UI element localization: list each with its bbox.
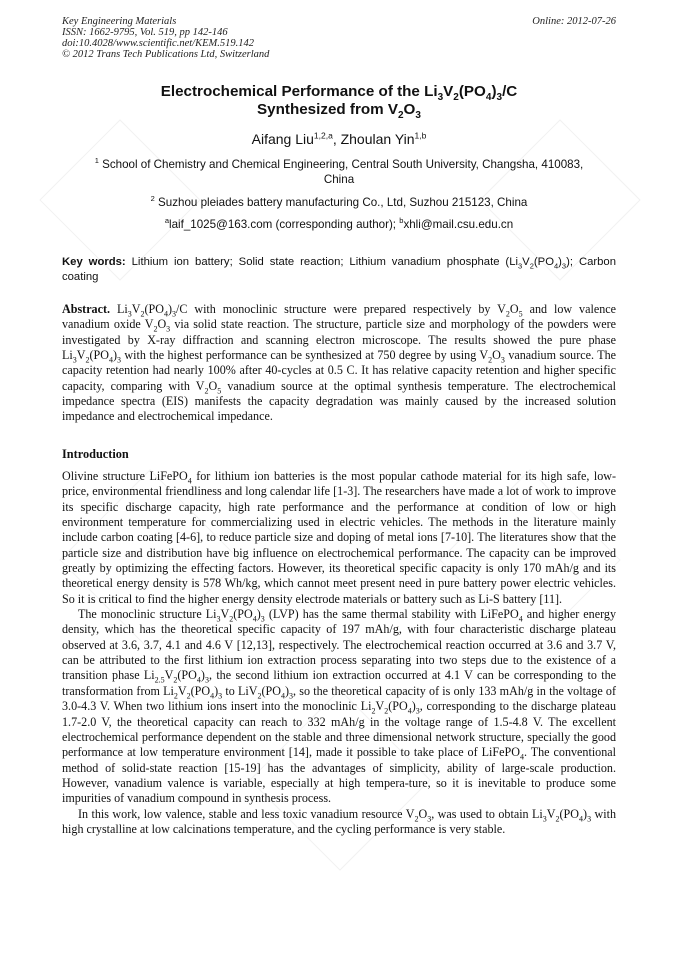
introduction-heading: Introduction	[62, 447, 129, 461]
copyright-line: © 2012 Trans Tech Publications Ltd, Switzerland	[62, 49, 270, 60]
paper-title	[62, 83, 616, 122]
journal-header	[62, 16, 616, 60]
author-emails: $^a$laif_1025@163.com (corresponding author); $^b$xhli@mail.csu.edu.cn	[164, 216, 514, 231]
issn-line: ISSN: 1662-9795, Vol. 519, pp 142-146	[62, 27, 228, 38]
title-line-1: Electrochemical Performance of the $Li_3V_2(PO_4)_3/C$	[160, 83, 518, 104]
journal-name: Key Engineering Materials	[62, 16, 177, 27]
affiliation-2: $^2$ Suzhou pleiades battery manufacturing Co., Ltd, Suzhou 215123, China	[150, 194, 528, 209]
author-1: Aifang Liu	[251, 131, 314, 147]
intro-paragraph-2: The monoclinic structure $Li_3V_2(PO_4)_3$ (LVP) has the same thermal stability with LiFePO$_4$ and higher energy density, which has the theoretical specific capacity of 197 mAh/g, with four characteristic discharge plateau observed at 3.6, 3.7, 4.1 and 4.6 V [12,13], respectively. The electrochemical reaction occurred at 3.6 and 3.7 V, can be attributed to the first lithium ion extraction process separating into two steps due to the existence of a transition phase $Li_{2.5}V_2(PO_4)_3$, the second lithium ion extraction occurred at 4.1 V can be corresponding to the transformation from $Li_2V_2(PO_4)_3$ to $LiV_2(PO_4)_3$, so the theoretical capacity of is only 133 mAh/g in the voltage of 3.0-4.3 V. When two lithium ions insert into the monoclinic $Li_2V_2(PO_4)_3$, corresponding to the discharge plateau 1.7-2.0 V, the theoretical capacity can reach to 332 mAh/g in the voltage range of 1.5-4.8 V. The excellent electrochemical performance dependent on the stable and three dimensional network structure, specially the good performance at low temperature environment [14], made it possible to take place of LiFePO$_4$. The conventional method of solid-state reaction [15-19] has the advantages of simplicity, ability of large-scale production. However, vanadium valence is variable, especially at high tempera-ture, so it is inevitable to produce some impurities of vanadium compound in synthesis process.	[62, 607, 617, 806]
abstract-label: Abstract.	[62, 302, 111, 316]
online-date: Online: 2012-07-26	[532, 16, 616, 27]
doi-line: doi:10.4028/www.scientific.net/KEM.519.142	[62, 38, 254, 49]
abstract: Abstract. $Li_3V_2(PO_4)_3/C$ with monoclinic structure were prepared respectively by $V_2O_5$ and low valence vanadium oxide $V_2O_3$ via solid state reaction. The structure, particle size and morphology of the powders were investigated by X-ray diffraction and scanning electron microscope. The results showed the pure phase $Li_3V_2(PO_4)_3$ with the highest performance can be synthesized at 750 degree by using $V_2O_3$ vanadium source. The capacity retention had nearly 100% after 40-cycles at 0.5 C. It has relative capacity retention and higher specific capacity, comparing with $V_2O_5$ vanadium source at the optimal synthesis temperature. The electrochemical impedance spectra (EIS) manifests the capacity degradation was mainly caused by the increased solution impedance and electrochemical impedance.	[62, 302, 616, 424]
introduction-body	[62, 469, 616, 837]
keywords: Key words: Lithium ion battery; Solid state reaction; Lithium vanadium phosphate $(Li_3V_2(PO_4)_3)$; Carbon coating	[62, 256, 616, 283]
author-2: Zhoulan Yin	[340, 131, 415, 147]
author-list: Aifang Liu$^{1,2,a}$, Zhoulan Yin$^{1,b}$	[251, 130, 427, 147]
intro-paragraph-1: Olivine structure LiFePO$_4$ for lithium ion batteries is the most popular cathode material for its high safe, low-price, environmental friendliness and long calendar life [1-3]. The researchers have made a lot of work to improve its specific discharge capacity, high rate performance and the performance at condition of low or high environment temperature for commercializing used in electric vehicles. The methods in the literature mainly include carbon coating [4-6], to reduce particle size and doping of metal ions [7-10]. The literatures show that the particle size and distribution have big influence on electrochemical performance. The capacity can be improved greatly by optimizing the effecting factors. However, its theoretical specific capacity is only 170 mAh/g and its theoretical energy density is 578 Wh/kg, which cannot meet present need in pure battery power electric vehicles. So it is critical to find the higher energy density electrode materials or battery such as Li-S battery [11].	[62, 469, 616, 606]
intro-paragraph-3: In this work, low valence, stable and less toxic vanadium resource $V_2O_3$, was used to obtain $Li_3V_2(PO_4)_3$ with high crystalline at low calcinations temperature, and the cycling performance is very stable.	[62, 806, 617, 836]
title-line-2: Synthesized from $V_2O_3$	[257, 101, 421, 122]
keywords-label: Key words:	[62, 256, 126, 268]
affiliation-1: $^1$ School of Chemistry and Chemical Engineering, Central South University, Changsha, 410083, China	[94, 156, 584, 186]
